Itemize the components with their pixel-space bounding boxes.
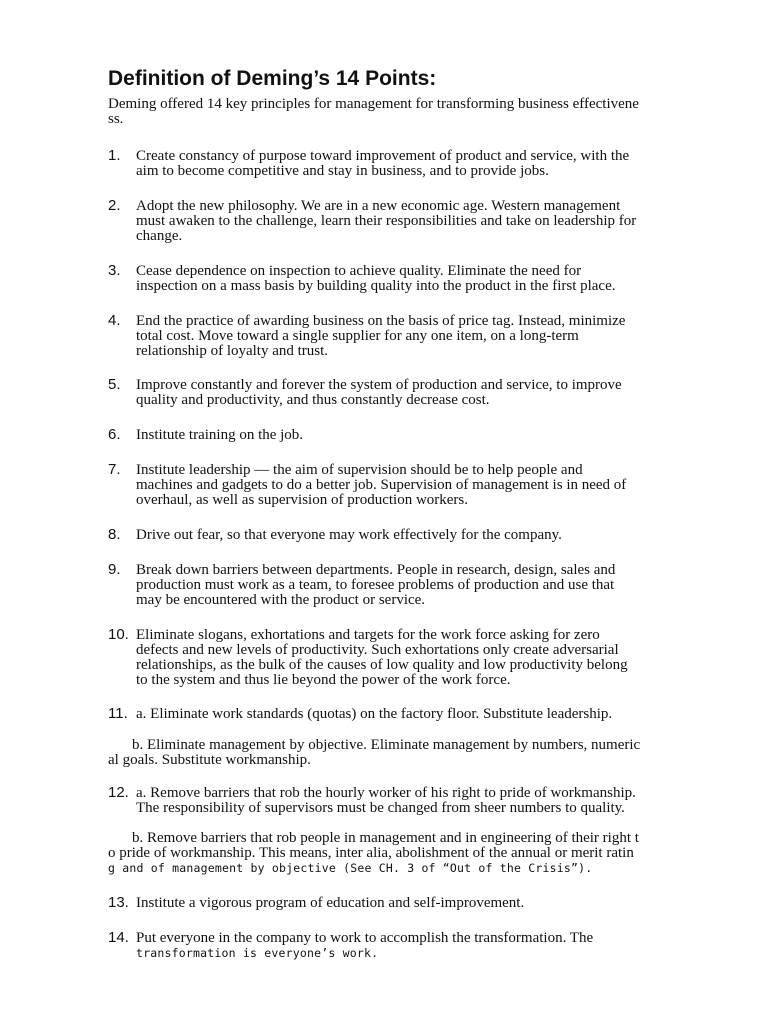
text-line: a. Eliminate work standards (quotas) on the factory floor. Substitute leadership. xyxy=(136,706,613,722)
text-line: Create constancy of purpose toward improvement of product and service, with the xyxy=(136,148,630,164)
point-text xyxy=(136,378,676,408)
text-line: overhaul, as well as supervision of production workers. xyxy=(136,492,469,508)
point-text xyxy=(136,563,676,608)
text-line: relationship of loyalty and trust. xyxy=(136,343,329,359)
point-text xyxy=(136,528,676,543)
text-line: Break down barriers between departments. People in research, design, sales and xyxy=(136,562,616,578)
text-line: to the system and thus lie beyond the power of the work force. xyxy=(136,672,511,688)
text-line: g and of management by objective (See CH. 3 of “Out of the Crisis”). xyxy=(108,861,593,875)
point-text xyxy=(136,199,676,244)
point-11b xyxy=(108,738,678,768)
intro-paragraph xyxy=(108,97,668,127)
point-12b xyxy=(108,831,678,876)
text-line: Institute a vigorous program of education and self-improvement. xyxy=(136,895,525,911)
text-line: Eliminate slogans, exhortations and targets for the work force asking for zero xyxy=(136,627,600,643)
text-line: Cease dependence on inspection to achieve quality. Eliminate the need for xyxy=(136,263,582,279)
text-line: Adopt the new philosophy. We are in a new economic age. Western management xyxy=(136,198,621,214)
point-number: 13. xyxy=(108,894,129,911)
point-number: 2. xyxy=(108,197,121,214)
point-number: 12. xyxy=(108,784,129,801)
text-line: b. Eliminate management by objective. Eliminate management by numbers, numeric xyxy=(132,737,641,753)
point-text xyxy=(136,896,676,911)
point-number: 8. xyxy=(108,526,121,543)
text-line: aim to become competitive and stay in business, and to provide jobs. xyxy=(136,163,549,179)
point-number: 9. xyxy=(108,561,121,578)
point-number: 1. xyxy=(108,147,121,164)
point-text xyxy=(136,786,676,816)
point-number: 6. xyxy=(108,426,121,443)
text-line: Put everyone in the company to work to accomplish the transformation. The xyxy=(136,930,594,946)
point-text xyxy=(136,428,676,443)
text-line: may be encountered with the product or service. xyxy=(136,592,426,608)
point-text xyxy=(136,149,676,179)
text-line: Institute training on the job. xyxy=(136,427,304,443)
point-text xyxy=(136,463,676,508)
point-number: 11. xyxy=(108,705,128,722)
text-line: End the practice of awarding business on the basis of price tag. Instead, minimize xyxy=(136,313,626,329)
text-line: Improve constantly and forever the system of production and service, to improve xyxy=(136,377,622,393)
point-text xyxy=(136,314,676,359)
text-line: b. Remove barriers that rob people in management and in engineering of their right t xyxy=(132,830,639,846)
text-line: machines and gadgets to do a better job. Supervision of management is in need of xyxy=(136,477,627,493)
text-line: inspection on a mass basis by building quality into the product in the first place. xyxy=(136,278,616,294)
document-title: Definition of Deming’s 14 Points: xyxy=(108,67,437,90)
text-line: Drive out fear, so that everyone may work effectively for the company. xyxy=(136,527,562,543)
text-line: relationships, as the bulk of the causes of low quality and low productivity belong xyxy=(136,657,628,673)
text-line: o pride of workmanship. This means, inter alia, abolishment of the annual or merit ratin xyxy=(108,845,634,861)
intro-line: ss. xyxy=(108,111,124,127)
point-number: 4. xyxy=(108,312,121,329)
text-line: transformation is everyone’s work. xyxy=(136,946,379,960)
text-line: quality and productivity, and thus constantly decrease cost. xyxy=(136,392,490,408)
text-line: al goals. Substitute workmanship. xyxy=(108,752,311,768)
text-line: change. xyxy=(136,228,183,244)
text-line: The responsibility of supervisors must be changed from sheer numbers to quality. xyxy=(136,800,625,816)
text-line: Institute leadership — the aim of supervision should be to help people and xyxy=(136,462,583,478)
point-text xyxy=(136,628,676,688)
point-number: 3. xyxy=(108,262,121,279)
text-line: production must work as a team, to foresee problems of production and use that xyxy=(136,577,615,593)
point-number: 14. xyxy=(108,929,129,946)
point-text xyxy=(136,707,676,722)
point-number: 7. xyxy=(108,461,121,478)
text-line: a. Remove barriers that rob the hourly worker of his right to pride of workmanship. xyxy=(136,785,636,801)
text-line: defects and new levels of productivity. Such exhortations only create adversarial xyxy=(136,642,619,658)
point-text xyxy=(136,264,676,294)
point-number: 10. xyxy=(108,626,129,643)
text-line: must awaken to the challenge, learn their responsibilities and take on leadership for xyxy=(136,213,637,229)
intro-line: Deming offered 14 key principles for management for transforming business effectivene xyxy=(108,96,639,112)
text-line: total cost. Move toward a single supplier for any one item, on a long-term xyxy=(136,328,579,344)
point-number: 5. xyxy=(108,376,121,393)
point-text xyxy=(136,931,676,961)
